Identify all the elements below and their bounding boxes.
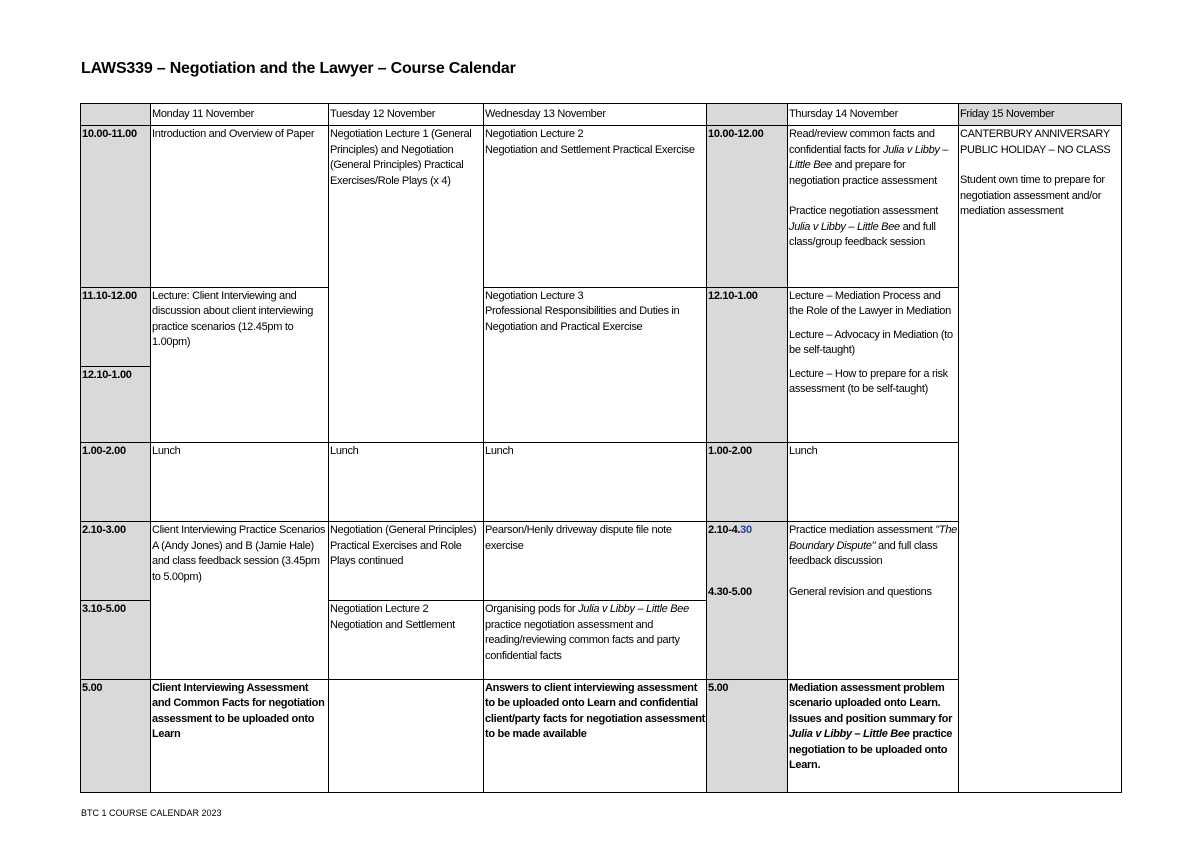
time-header-right xyxy=(707,104,788,126)
case-name: Julia v Libby – Little Bee xyxy=(789,220,900,233)
wednesday-session: Answers to client interviewing assessment to be uploaded onto Learn and confidential client/party facts for negotiation assessment to be made available xyxy=(484,679,707,792)
case-name: Julia v Libby – Little Bee xyxy=(789,143,949,172)
time-slot: 4.30-5.00 xyxy=(708,585,752,598)
table-row xyxy=(81,126,1122,288)
session-title: Negotiation Lecture 2 xyxy=(485,128,584,141)
tuesday-session xyxy=(329,601,484,680)
text-run: Read/review common facts and confidential facts for xyxy=(789,128,935,156)
time-slot: 1.00-2.00 xyxy=(707,443,788,522)
tuesday-session: Negotiation (General Principles) Practical Exercises and Role Plays continued xyxy=(329,522,484,601)
session-text: Lecture – How to prepare for a risk assessment (to be self-taught) xyxy=(789,367,948,396)
monday-session: Client Interviewing Practice Scenarios A (Andy Jones) and B (Jamie Hale) and class feedback session (3.45pm to 5.00pm) xyxy=(151,522,329,680)
wednesday-session xyxy=(484,287,707,443)
session-detail: Negotiation and Settlement Practical Exercise xyxy=(485,143,695,156)
time-text: 30 xyxy=(740,524,752,537)
text-run: practice negotiation to be uploaded onto Learn. xyxy=(789,728,953,772)
course-calendar-table xyxy=(80,103,1122,793)
text-run: Mediation assessment problem scenario uploaded onto Learn. Issues and position summary for xyxy=(789,681,953,725)
thursday-session xyxy=(788,287,959,443)
time-slot: 3.10-5.00 xyxy=(81,601,151,680)
time-slot: 12.10-1.00 xyxy=(81,366,151,443)
session-text xyxy=(789,523,957,570)
tuesday-session: Lunch xyxy=(329,443,484,522)
header-thursday: Thursday 14 November xyxy=(788,104,959,126)
study-note: Student own time to prepare for negotiation assessment and/or mediation assessment xyxy=(960,174,1105,218)
text-run: Practice negotiation assessment xyxy=(789,205,939,218)
session-text xyxy=(789,127,957,189)
session-text: Lecture – Mediation Process and the Role of the Lawyer in Mediation xyxy=(789,289,951,318)
monday-session: Lecture: Client Interviewing and discussion about client interviewing practice scenarios (12.45pm to 1.00pm) xyxy=(151,287,329,443)
case-name: Julia v Libby – Little Bee xyxy=(789,728,910,741)
wednesday-session xyxy=(484,126,707,288)
page-title: LAWS339 – Negotiation and the Lawyer – Course Calendar xyxy=(81,60,516,77)
text-run: and full class/group feedback session xyxy=(789,220,936,249)
thursday-session xyxy=(788,522,959,680)
header-wednesday: Wednesday 13 November xyxy=(484,104,707,126)
text-run: Practice mediation assessment xyxy=(789,524,936,537)
time-slot: 2.10-3.00 xyxy=(81,522,151,601)
wednesday-session: Pearson/Henly driveway dispute file note exercise xyxy=(484,522,707,601)
session-text: General revision and questions xyxy=(789,585,932,598)
header-friday: Friday 15 November xyxy=(959,104,1122,126)
tuesday-session xyxy=(329,679,484,792)
time-slot: 10.00-11.00 xyxy=(81,126,151,288)
holiday-notice: CANTERBURY ANNIVERSARY PUBLIC HOLIDAY – NO CLASS xyxy=(960,128,1111,156)
time-slot xyxy=(708,523,786,539)
time-slot: 5.00 xyxy=(81,679,151,792)
session-text xyxy=(789,204,957,251)
text-run: Organising pods for xyxy=(485,603,579,616)
session-title: Negotiation Lecture 3 xyxy=(485,289,584,302)
page-footer: BTC 1 COURSE CALENDAR 2023 xyxy=(81,808,222,818)
time-slot: 11.10-12.00 xyxy=(81,287,151,366)
time-slot-group xyxy=(707,522,788,680)
time-slot: 5.00 xyxy=(707,679,788,792)
monday-session: Lunch xyxy=(151,443,329,522)
case-name: Julia v Libby – Little Bee xyxy=(578,603,689,616)
header-row xyxy=(81,104,1122,126)
tuesday-session: Negotiation Lecture 1 (General Principles) and Negotiation (General Principles) Practical Exercises/Role Plays (x 4) xyxy=(329,126,484,443)
time-text: 2.10-4. xyxy=(708,524,741,537)
text-run: and full class feedback discussion xyxy=(789,539,938,568)
session-detail: Negotiation and Settlement xyxy=(330,618,455,631)
header-monday: Monday 11 November xyxy=(151,104,329,126)
time-slot: 12.10-1.00 xyxy=(707,287,788,443)
scenario-name: "The Boundary Dispute" xyxy=(789,524,957,552)
text-run: and prepare for negotiation practice assessment xyxy=(789,159,937,187)
thursday-session xyxy=(788,126,959,288)
monday-session: Client Interviewing Assessment and Common Facts for negotiation assessment to be uploaded onto Learn xyxy=(151,679,329,792)
text-run: practice negotiation assessment and reading/reviewing common facts and party confidential facts xyxy=(485,618,680,662)
time-slot: 10.00-12.00 xyxy=(707,126,788,288)
session-detail: Professional Responsibilities and Duties in Negotiation and Practical Exercise xyxy=(485,305,680,333)
thursday-session xyxy=(788,679,959,792)
session-text: Lecture – Advocacy in Mediation (to be self-taught) xyxy=(789,328,953,357)
wednesday-session xyxy=(484,601,707,680)
time-header-left xyxy=(81,104,151,126)
thursday-session: Lunch xyxy=(788,443,959,522)
time-slot: 1.00-2.00 xyxy=(81,443,151,522)
monday-session: Introduction and Overview of Paper xyxy=(151,126,329,288)
friday-session xyxy=(959,126,1122,793)
header-tuesday: Tuesday 12 November xyxy=(329,104,484,126)
session-title: Negotiation Lecture 2 xyxy=(330,603,429,616)
wednesday-session: Lunch xyxy=(484,443,707,522)
